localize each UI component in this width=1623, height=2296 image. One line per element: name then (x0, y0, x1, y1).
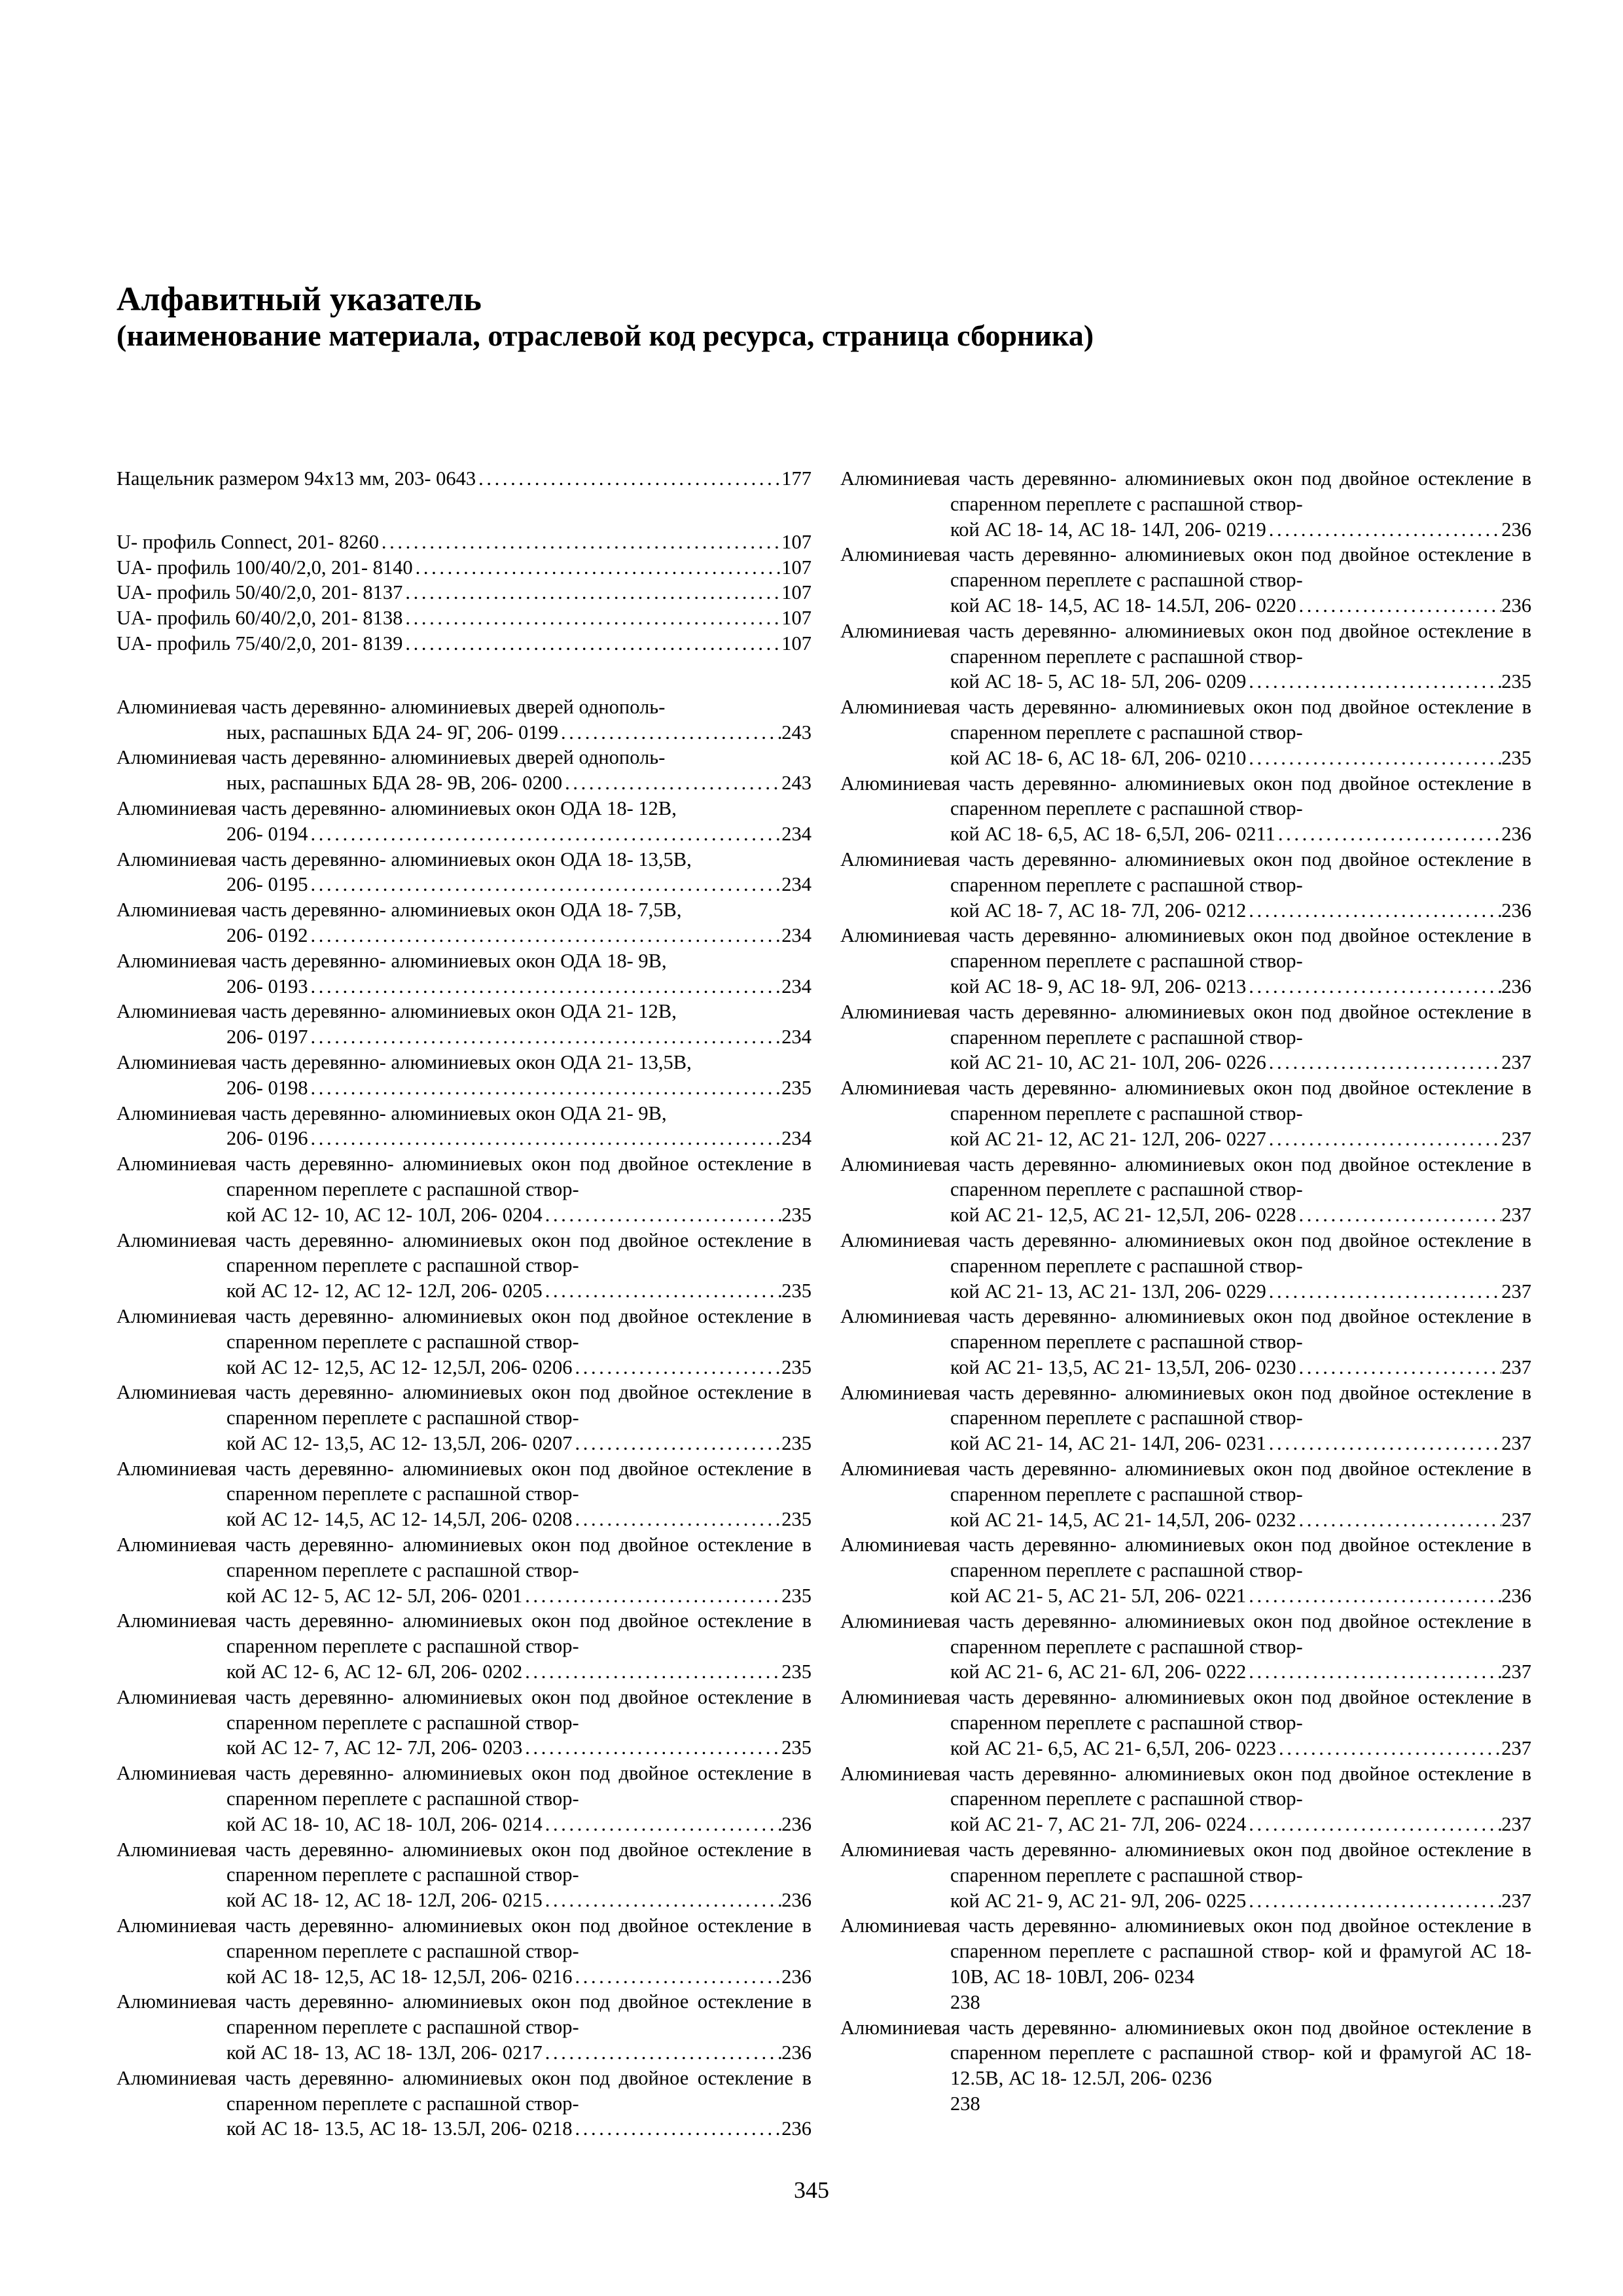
index-entry (840, 1913, 1531, 2015)
entry-last-line (950, 1888, 1531, 1914)
dot-leader (308, 1126, 782, 1151)
dot-leader (1246, 1812, 1501, 1837)
index-entry (840, 1685, 1531, 1761)
index-entry (116, 1456, 812, 1532)
entry-page-number: 237 (1501, 1736, 1531, 1759)
dot-leader (402, 605, 781, 631)
dot-leader (1246, 974, 1501, 999)
index-entry (116, 745, 812, 796)
index-entry (116, 1913, 812, 1989)
index-subtitle: (наименование материала, отраслевой код ресурса, страница сборника) (116, 319, 1094, 352)
entry-text: Алюминиевая часть деревянно- алюминиевых окон под двойное остекление в спаренном переплете с распашной створ- (840, 1839, 1531, 1886)
entry-page-number: 237 (1501, 1355, 1531, 1378)
entry-last-line (950, 593, 1531, 619)
dot-leader (1276, 1736, 1501, 1761)
entry-last-text: кой АС 18- 6, АС 18- 6Л, 206- 0210 (950, 746, 1247, 769)
entry-page-number: 107 (781, 581, 812, 604)
entry-text: Алюминиевая часть деревянно- алюминиевых окон под двойное остекление в спаренном переплете с распашной створ- (840, 1000, 1531, 1049)
dot-leader (1296, 1507, 1501, 1533)
entry-text: Алюминиевая часть деревянно- алюминиевых окон ОДА 18- 9В, (116, 949, 667, 972)
entry-last-text: кой АС 21- 10, АС 21- 10Л, 206- 0226 (950, 1051, 1266, 1074)
entry-text: Алюминиевая часть деревянно- алюминиевых окон под двойное остекление в спаренном переплете с распашной створ- (840, 1229, 1531, 1277)
dot-leader (1246, 745, 1501, 771)
entry-last-line (226, 1278, 812, 1304)
entry-last-text: кой АС 12- 12, АС 12- 12Л, 206- 0205 (226, 1280, 543, 1302)
index-column-left (116, 466, 812, 2142)
entry-last-text: кой АС 18- 14, АС 18- 14Л, 206- 0219 (950, 518, 1266, 541)
entry-page-number: 235 (781, 1584, 812, 1607)
index-entry (116, 1304, 812, 1380)
entry-page-number: 236 (781, 1889, 812, 1912)
entry-text: Алюминиевая часть деревянно- алюминиевых окон под двойное остекление в спаренном переплете с распашной створ- (840, 848, 1531, 896)
entry-last-text: кой АС 21- 12,5, АС 21- 12,5Л, 206- 0228 (950, 1204, 1296, 1227)
entry-last-text: кой АС 18- 5, АС 18- 5Л, 206- 0209 (950, 670, 1247, 693)
entry-text: Алюминиевая часть деревянно- алюминиевых окон ОДА 21- 12В, (116, 1000, 677, 1023)
entry-page-number: 237 (1501, 1508, 1531, 1531)
dot-leader (1266, 517, 1502, 543)
entry-last-text: 206- 0192 (226, 924, 308, 946)
dot-leader (476, 466, 781, 492)
entry-last-text: 206- 0198 (226, 1076, 308, 1099)
entry-page-number: 235 (781, 1280, 812, 1302)
dot-leader (308, 821, 782, 847)
entry-text: Алюминиевая часть деревянно- алюминиевых окон ОДА 18- 7,5В, (116, 899, 682, 922)
entry-last-text: кой АС 21- 6, АС 21- 6Л, 206- 0222 (950, 1660, 1247, 1683)
entry-last-text: кой АС 12- 13,5, АС 12- 13,5Л, 206- 0207 (226, 1431, 573, 1454)
entry-last-text: 206- 0193 (226, 975, 308, 997)
entry-last-text: кой АС 21- 7, АС 21- 7Л, 206- 0224 (950, 1813, 1247, 1836)
entry-last-text: кой АС 21- 14, АС 21- 14Л, 206- 0231 (950, 1432, 1266, 1455)
entry-last-line (116, 555, 812, 581)
entry-page-number: 234 (781, 1026, 812, 1049)
entry-text: Алюминиевая часть деревянно- алюминиевых окон ОДА 18- 13,5В, (116, 848, 692, 870)
entry-last-line (226, 2116, 812, 2142)
index-heading (116, 281, 1524, 353)
page-number: 345 (794, 2177, 829, 2203)
dot-leader (379, 529, 781, 555)
entry-page-number: 235 (781, 1660, 812, 1683)
section-gap (116, 492, 812, 529)
entry-text: Алюминиевая часть деревянно- алюминиевых окон под двойное остекление в спаренном переплете с распашной створ- (840, 1458, 1531, 1505)
index-entry (116, 466, 812, 492)
entry-last-text: кой АС 21- 5, АС 21- 5Л, 206- 0221 (950, 1585, 1247, 1607)
entry-page-number: 236 (1501, 975, 1531, 997)
index-entry (840, 1304, 1531, 1380)
index-entry (840, 1761, 1531, 1837)
dot-leader (572, 1355, 781, 1380)
entry-page-number: 236 (781, 2117, 812, 2140)
entry-last-line (116, 631, 812, 656)
dot-leader (1296, 593, 1501, 619)
entry-last-text: кой АС 12- 14,5, АС 12- 14,5Л, 206- 0208 (226, 1508, 573, 1531)
entry-page-number: 235 (781, 1736, 812, 1759)
entry-last-line (950, 898, 1531, 924)
index-entry (840, 1228, 1531, 1304)
entry-page-number: 243 (781, 772, 812, 795)
index-entry (840, 1380, 1531, 1456)
entry-text: Алюминиевая часть деревянно- алюминиевых окон под двойное остекление в спаренном переплете с распашной створ- (116, 1304, 812, 1353)
index-entry (840, 619, 1531, 694)
dot-leader (1246, 1583, 1501, 1609)
entry-page-number: 234 (781, 822, 812, 845)
index-column-right (840, 466, 1531, 2117)
entry-page-number: 237 (1501, 1432, 1531, 1455)
dot-leader (1266, 1431, 1502, 1456)
entry-text: Алюминиевая часть деревянно- алюминиевых окон под двойное остекление в спаренном переплете с распашной створ- (840, 1534, 1531, 1582)
entry-page-number: 234 (781, 873, 812, 896)
entry-last-text: U- профиль Connect, 201- 8260 (116, 530, 379, 553)
entry-last-line (116, 529, 812, 555)
entry-last-line (116, 605, 812, 631)
dot-leader (522, 1659, 781, 1685)
entry-text: Алюминиевая часть деревянно- алюминиевых окон под двойное остекление в спаренном переплете с распашной створ- (116, 1534, 812, 1581)
entry-last-text: кой АС 18- 7, АС 18- 7Л, 206- 0212 (950, 899, 1247, 922)
entry-text: Алюминиевая часть деревянно- алюминиевых окон ОДА 18- 12В, (116, 797, 677, 819)
index-entry (116, 999, 812, 1050)
entry-text: Алюминиевая часть деревянно- алюминиевых окон под двойное остекление в спаренном переплете с распашной створ- (840, 1762, 1531, 1810)
entry-last-line (950, 1355, 1531, 1380)
entry-page-number: 235 (1501, 670, 1531, 693)
entry-last-text: кой АС 12- 10, АС 12- 10Л, 206- 0204 (226, 1203, 543, 1226)
index-entry (116, 1761, 812, 1837)
entry-page-number: 107 (781, 556, 812, 579)
entry-page-number: 234 (781, 1127, 812, 1150)
entry-page-number: 236 (1501, 594, 1531, 617)
entry-last-text: UA- профиль 60/40/2,0, 201- 8138 (116, 607, 403, 630)
entry-text: Алюминиевая часть деревянно- алюминиевых окон под двойное остекление в спаренном переплете с распашной створ- (840, 1609, 1531, 1658)
entry-last-line (950, 1279, 1531, 1304)
entry-text: Алюминиевая часть деревянно- алюминиевых окон под двойное остекление в спаренном переплете с распашной створ- (840, 1686, 1531, 1734)
entry-last-text: 206- 0197 (226, 1026, 308, 1049)
entry-text: Алюминиевая часть деревянно- алюминиевых окон под двойное остекление в спаренном переплете с распашной створ- кой и фрамугой АС 18- 10В, АС 18- 10ВЛ, 206- 0234 (840, 1914, 1531, 1988)
entry-last-text: ных, распашных БДА 24- 9Г, 206- 0199 (226, 721, 558, 744)
entry-text: Алюминиевая часть деревянно- алюминиевых окон под двойное остекление в спаренном переплете с распашной створ- (840, 543, 1531, 592)
entry-last-line (950, 821, 1531, 847)
entry-last-line (950, 1583, 1531, 1609)
entry-last-text: UA- профиль 50/40/2,0, 201- 8137 (116, 581, 403, 604)
entry-text: Алюминиевая часть деревянно- алюминиевых окон под двойное остекление в спаренном переплете с распашной створ- (840, 772, 1531, 820)
entry-last-line (226, 2040, 812, 2066)
entry-text: Алюминиевая часть деревянно- алюминиевых окон под двойное остекление в спаренном переплете с распашной створ- (116, 1990, 812, 2039)
index-entry (116, 694, 812, 745)
index-entry (116, 605, 812, 631)
entry-last-text: кой АС 18- 12, АС 18- 12Л, 206- 0215 (226, 1889, 543, 1912)
index-title: Алфавитный указатель (116, 281, 482, 318)
entry-text: Алюминиевая часть деревянно- алюминиевых окон под двойное остекление в спаренном переплете с распашной створ- (840, 1153, 1531, 1201)
entry-page-number: 237 (1501, 1204, 1531, 1227)
entry-last-line (950, 1431, 1531, 1456)
index-entry (116, 1101, 812, 1152)
entry-text: Алюминиевая часть деревянно- алюминиевых окон под двойное остекление в спаренном переплете с распашной створ- (116, 1762, 812, 1810)
entry-last-text: кой АС 18- 13, АС 18- 13Л, 206- 0217 (226, 2041, 543, 2064)
entry-page-number: 237 (1501, 1280, 1531, 1302)
entry-last-line (950, 1736, 1531, 1761)
index-entry (840, 2015, 1531, 2117)
entry-last-line (116, 580, 812, 605)
entry-page-number: 237 (1501, 1127, 1531, 1150)
entry-page-number: 243 (781, 721, 812, 744)
entry-last-line (226, 1583, 812, 1609)
dot-leader (1296, 1355, 1501, 1380)
dot-leader (1275, 821, 1501, 847)
entry-text: Алюминиевая часть деревянно- алюминиевых окон ОДА 21- 9В, (116, 1102, 667, 1124)
dot-leader (402, 580, 781, 605)
dot-leader (572, 1964, 781, 1990)
entry-last-text: кой АС 12- 5, АС 12- 5Л, 206- 0201 (226, 1584, 523, 1607)
entry-text: Алюминиевая часть деревянно- алюминиевых окон под двойное остекление в спаренном переплете с распашной створ- (840, 467, 1531, 515)
dot-leader (1246, 1888, 1501, 1914)
dot-leader (543, 1812, 782, 1837)
entry-last-text: кой АС 21- 13,5, АС 21- 13,5Л, 206- 0230 (950, 1355, 1296, 1378)
entry-page-number: 236 (781, 1965, 812, 1988)
index-entry (116, 1837, 812, 1913)
entry-text: Алюминиевая часть деревянно- алюминиевых окон под двойное остекление в спаренном переплете с распашной створ- (116, 1457, 812, 1505)
entry-page-number: 238 (950, 2092, 980, 2115)
entry-page-number: 237 (1501, 1813, 1531, 1836)
index-entry (116, 897, 812, 948)
entry-page-number: 236 (1501, 1585, 1531, 1607)
entry-last-text: кой АС 18- 14,5, АС 18- 14.5Л, 206- 0220 (950, 594, 1296, 617)
entry-last-text: 206- 0194 (226, 822, 308, 845)
dot-leader (308, 974, 782, 999)
entry-page-number: 235 (781, 1076, 812, 1099)
entry-page-number: 107 (781, 530, 812, 553)
entry-text: Алюминиевая часть деревянно- алюминиевых окон под двойное остекление в спаренном переплете с распашной створ- (840, 619, 1531, 668)
entry-last-line (226, 1735, 812, 1761)
index-entry (116, 529, 812, 555)
entry-last-line (226, 1202, 812, 1228)
dot-leader (1266, 1126, 1502, 1152)
index-entry (840, 923, 1531, 999)
index-entry (840, 1609, 1531, 1685)
entry-last-text: Нащельник размером 94х13 мм, 203- 0643 (116, 467, 476, 490)
entry-last-text: кой АС 18- 9, АС 18- 9Л, 206- 0213 (950, 975, 1247, 997)
entry-last-line (226, 720, 812, 745)
entry-last-line (226, 1659, 812, 1685)
dot-leader (308, 923, 782, 948)
entry-text: Алюминиевая часть деревянно- алюминиевых окон под двойное остекление в спаренном переплете с распашной створ- (840, 1381, 1531, 1429)
index-entry (116, 1608, 812, 1684)
entry-last-text: кой АС 12- 12,5, АС 12- 12,5Л, 206- 0206 (226, 1355, 573, 1378)
entry-page-number: 238 (950, 1990, 980, 2013)
entry-text: Алюминиевая часть деревянно- алюминиевых окон под двойное остекление в спаренном переплете с распашной створ- (116, 1838, 812, 1886)
dot-leader (308, 872, 782, 897)
dot-leader (1246, 669, 1501, 694)
entry-page-number: 177 (781, 467, 812, 490)
entry-page-number: 236 (1501, 899, 1531, 922)
index-entry (116, 2066, 812, 2142)
entry-text: Алюминиевая часть деревянно- алюминиевых окон под двойное остекление в спаренном переплете с распашной створ- кой и фрамугой АС 18- 12.5В, АС 18- 12.5Л, 206- 0236 (840, 2016, 1531, 2090)
dot-leader (572, 2116, 781, 2142)
entry-last-line (226, 1024, 812, 1050)
dot-leader (543, 2040, 782, 2066)
index-entry (840, 999, 1531, 1075)
dot-leader (522, 1735, 781, 1761)
entry-page-number: 235 (1501, 746, 1531, 769)
entry-text: Алюминиевая часть деревянно- алюминиевых окон под двойное остекление в спаренном переплете с распашной створ- (840, 924, 1531, 973)
dot-leader (402, 631, 781, 656)
entry-last-line (226, 1964, 812, 1990)
dot-leader (572, 1507, 781, 1532)
entry-last-text: кой АС 18- 10, АС 18- 10Л, 206- 0214 (226, 1812, 543, 1835)
index-entry (840, 1152, 1531, 1228)
entry-last-text: кой АС 18- 13.5, АС 18- 13.5Л, 206- 0218 (226, 2117, 573, 2140)
dot-leader (308, 1075, 782, 1101)
dot-leader (1266, 1050, 1502, 1075)
entry-page-number: 234 (781, 975, 812, 997)
dot-leader (543, 1888, 782, 1913)
index-entry (116, 1532, 812, 1608)
index-entry (116, 948, 812, 999)
entry-last-line (950, 517, 1531, 543)
entry-last-line (226, 1126, 812, 1151)
entry-page-number: 235 (781, 1203, 812, 1226)
entry-page-number: 236 (781, 1812, 812, 1835)
entry-last-text: 206- 0195 (226, 873, 308, 896)
entry-last-line (226, 1507, 812, 1532)
entry-last-line (950, 1812, 1531, 1837)
entry-page-number: 236 (1501, 823, 1531, 846)
entry-last-text: UA- профиль 100/40/2,0, 201- 8140 (116, 556, 413, 579)
index-entry (116, 1228, 812, 1304)
entry-last-line (950, 1126, 1531, 1152)
index-entry (840, 771, 1531, 847)
index-entry (840, 1075, 1531, 1151)
entry-text: Алюминиевая часть деревянно- алюминиевых окон под двойное остекление в спаренном переплете с распашной створ- (116, 1229, 812, 1277)
entry-page-number: 237 (1501, 1889, 1531, 1912)
entry-page-number: 237 (1501, 1051, 1531, 1074)
index-entry (840, 847, 1531, 923)
entry-last-line (950, 669, 1531, 694)
entry-page-number: 234 (781, 924, 812, 946)
entry-text: Алюминиевая часть деревянно- алюминиевых окон под двойное остекление в спаренном переплете с распашной створ- (840, 1305, 1531, 1354)
index-entry (116, 631, 812, 656)
entry-text: Алюминиевая часть деревянно- алюминиевых окон под двойное остекление в спаренном переплете с распашной створ- (116, 1685, 812, 1734)
entry-page-number: 236 (781, 2041, 812, 2064)
entry-last-line (226, 1431, 812, 1456)
entry-page-number: 237 (1501, 1660, 1531, 1683)
entry-last-line (950, 1050, 1531, 1075)
entry-last-text: кой АС 21- 9, АС 21- 9Л, 206- 0225 (950, 1889, 1247, 1912)
entry-last-line (950, 1659, 1531, 1685)
index-entry (840, 1532, 1531, 1608)
entry-text: Алюминиевая часть деревянно- алюминиевых дверей однополь- (116, 746, 666, 769)
index-entry (840, 1456, 1531, 1532)
entry-text: Алюминиевая часть деревянно- алюминиевых дверей однополь- (116, 695, 666, 718)
entry-text: Алюминиевая часть деревянно- алюминиевых окон под двойное остекление в спаренном переплете с распашной створ- (116, 1381, 812, 1429)
entry-text: Алюминиевая часть деревянно- алюминиевых окон под двойное остекление в спаренном переплете с распашной створ- (840, 696, 1531, 744)
entry-text: Алюминиевая часть деревянно- алюминиевых окон ОДА 21- 13,5В, (116, 1050, 692, 1073)
index-entry (840, 1837, 1531, 1913)
dot-leader (543, 1202, 782, 1228)
index-entry (116, 796, 812, 847)
entry-page-number: 236 (1501, 518, 1531, 541)
entry-page-number: 107 (781, 632, 812, 655)
entry-text: Алюминиевая часть деревянно- алюминиевых окон под двойное остекление в спаренном переплете с распашной створ- (116, 1914, 812, 1962)
entry-last-line (226, 974, 812, 999)
entry-page-number: 235 (781, 1508, 812, 1531)
entry-last-line (950, 1202, 1531, 1228)
index-entry (116, 1151, 812, 1227)
entry-last-text: кой АС 12- 6, АС 12- 6Л, 206- 0202 (226, 1660, 523, 1683)
index-entry (840, 542, 1531, 618)
entry-last-text: кой АС 18- 12,5, АС 18- 12,5Л, 206- 0216 (226, 1965, 573, 1988)
dot-leader (1246, 1659, 1501, 1685)
dot-leader (558, 720, 781, 745)
entry-text: Алюминиевая часть деревянно- алюминиевых окон под двойное остекление в спаренном переплете с распашной створ- (116, 1153, 812, 1200)
dot-leader (1246, 898, 1501, 924)
index-entry (840, 694, 1531, 770)
entry-last-text: кой АС 12- 7, АС 12- 7Л, 206- 0203 (226, 1736, 523, 1759)
index-entry (840, 466, 1531, 542)
section-gap (116, 656, 812, 694)
dot-leader (543, 1278, 782, 1304)
index-entry (116, 1050, 812, 1101)
entry-page-number: 235 (781, 1431, 812, 1454)
entry-last-line (950, 1507, 1531, 1533)
entry-page-number: 235 (781, 1355, 812, 1378)
dot-leader (522, 1583, 781, 1609)
entry-last-text: 206- 0196 (226, 1127, 308, 1150)
entry-last-text: ных, распашных БДА 28- 9В, 206- 0200 (226, 772, 563, 795)
index-entry (116, 1989, 812, 2065)
entry-page-number: 107 (781, 607, 812, 630)
dot-leader (1266, 1279, 1502, 1304)
entry-last-line (226, 923, 812, 948)
entry-last-text: кой АС 21- 6,5, АС 21- 6,5Л, 206- 0223 (950, 1736, 1276, 1759)
entry-last-line (226, 770, 812, 796)
entry-last-text: UA- профиль 75/40/2,0, 201- 8139 (116, 632, 403, 655)
dot-leader (572, 1431, 781, 1456)
index-entry (116, 1685, 812, 1761)
entry-last-line (950, 974, 1531, 999)
entry-last-line (226, 1075, 812, 1101)
dot-leader (562, 770, 781, 796)
index-entry (116, 847, 812, 898)
entry-last-text: кой АС 18- 6,5, АС 18- 6,5Л, 206- 0211 (950, 823, 1275, 846)
dot-leader (413, 555, 782, 581)
entry-last-line (226, 1812, 812, 1837)
index-entry (116, 555, 812, 581)
entry-last-line (226, 1355, 812, 1380)
index-entry (116, 1380, 812, 1456)
entry-last-line (226, 821, 812, 847)
entry-text: Алюминиевая часть деревянно- алюминиевых окон под двойное остекление в спаренном переплете с распашной створ- (840, 1077, 1531, 1124)
entry-last-text: кой АС 21- 12, АС 21- 12Л, 206- 0227 (950, 1127, 1266, 1150)
entry-last-text: кой АС 21- 13, АС 21- 13Л, 206- 0229 (950, 1280, 1266, 1302)
entry-last-line (116, 466, 812, 492)
dot-leader (1296, 1202, 1501, 1228)
dot-leader (308, 1024, 782, 1050)
entry-last-line (226, 872, 812, 897)
entry-last-line (950, 745, 1531, 771)
entry-text: Алюминиевая часть деревянно- алюминиевых окон под двойное остекление в спаренном переплете с распашной створ- (116, 1609, 812, 1658)
index-entry (116, 580, 812, 605)
entry-last-text: кой АС 21- 14,5, АС 21- 14,5Л, 206- 0232 (950, 1508, 1296, 1531)
entry-text: Алюминиевая часть деревянно- алюминиевых окон под двойное остекление в спаренном переплете с распашной створ- (116, 2066, 812, 2115)
entry-last-line (226, 1888, 812, 1913)
